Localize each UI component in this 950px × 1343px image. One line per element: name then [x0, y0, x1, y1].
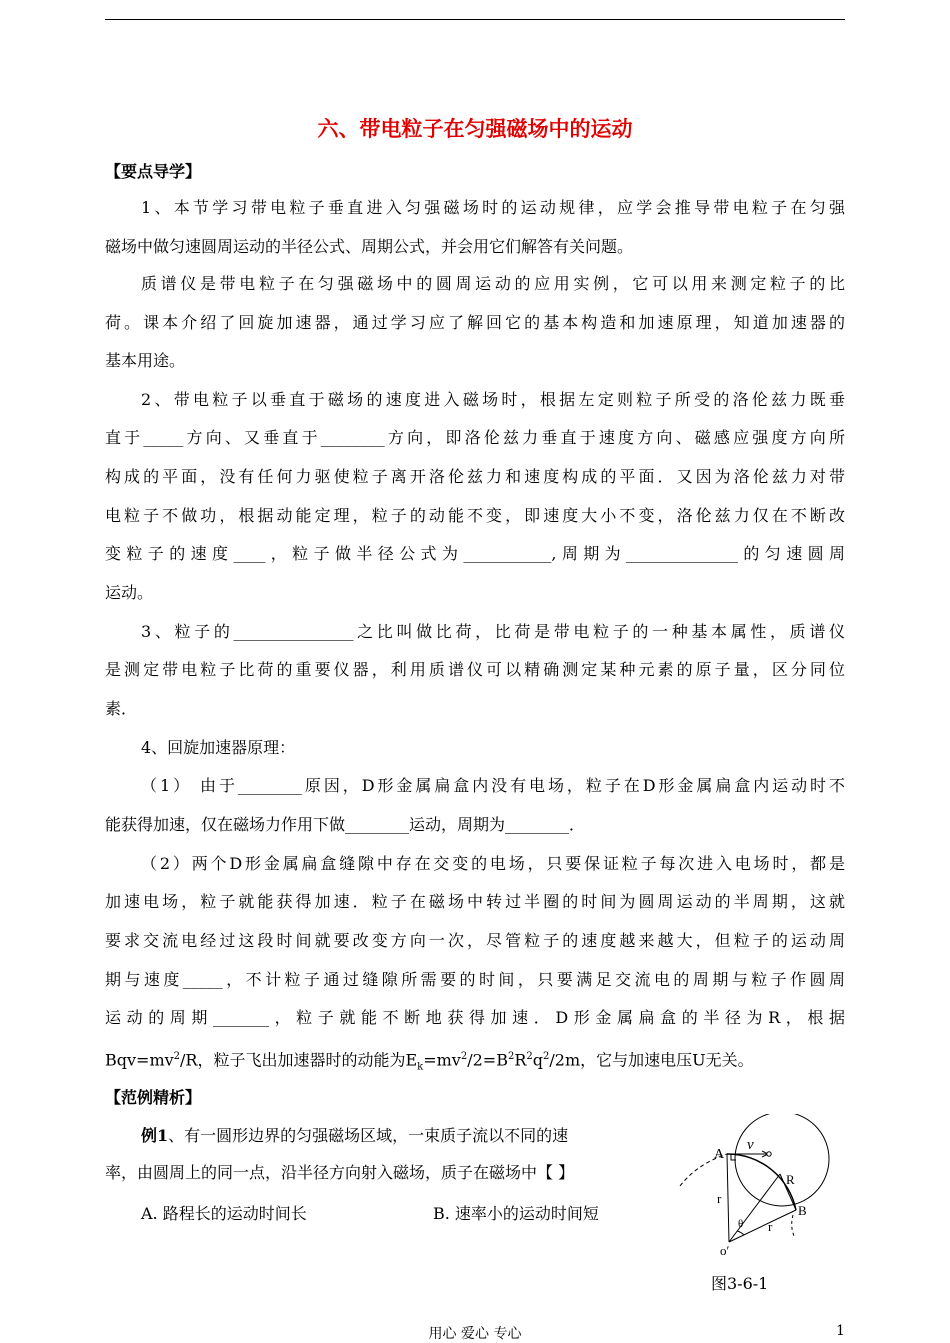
footer-text: 用心 爱心 专心 — [428, 1326, 522, 1342]
paragraph-line: （1） 由于________原因，D形金属扁盒内没有电场，粒子在D形金属扁盒内运动时不 — [141, 776, 845, 795]
paragraph-line: 运动。 — [105, 583, 154, 602]
example-question-line: 例1、有一圆形边界的匀强磁场区域，一束质子流以不同的速 — [141, 1126, 569, 1145]
label-A: A — [714, 1147, 725, 1162]
paragraph-line: 3、粒子的_______________之比叫做比荷，比荷是带电粒子的一种基本属性，质谱仪 — [141, 622, 845, 641]
paragraph-line: 构成的平面，没有任何力驱使粒子离开洛伦兹力和速度构成的平面．又因为洛伦兹力对带 — [105, 467, 845, 486]
figure-circle-diagram — [672, 1114, 842, 1259]
proton-dot — [767, 1152, 771, 1156]
paragraph-line: 质谱仪是带电粒子在匀强磁场中的圆周运动的应用实例，它可以用来测定粒子的比 — [141, 274, 845, 293]
label-R: R — [786, 1172, 795, 1187]
paragraph-line: 变粒子的速度____，粒子做半径公式为___________,周期为______________的匀速圆周 — [105, 544, 845, 563]
paragraph-line: 要求交流电经过这段时间就要改变方向一次，尽管粒子的速度越来越大，但粒子的运动周 — [105, 931, 845, 950]
paragraph-line: 磁场中做匀速圆周运动的半径公式、周期公式，并会用它们解答有关问题。 — [105, 237, 634, 256]
figure-caption: 图3-6-1 — [711, 1274, 769, 1293]
formula-line: $Bqv=mv^2/R$，粒子飞出加速器时的动能为$E_k=mv^2/2=B^2R^2q^2/2m$，它与加速电压U无关。 — [105, 1050, 754, 1073]
paragraph-line: 荷。课本介绍了回旋加速器，通过学习应了解回它的基本构造和加速原理，知道加速器的 — [105, 313, 845, 332]
label-O-prime: o′ — [720, 1243, 730, 1258]
paragraph-line: 2、带电粒子以垂直于磁场的速度进入磁场时，根据左定则粒子所受的洛伦兹力既垂 — [141, 390, 845, 409]
section-heading-key-points: 【要点导学】 — [105, 162, 202, 181]
paragraph-line: 素． — [105, 699, 138, 718]
paragraph-line: 1、本节学习带电粒子垂直进入匀强磁场时的运动规律，应学会推导带电粒子在匀强 — [141, 198, 845, 217]
theta-arc — [737, 1231, 744, 1235]
radius-line-R — [729, 1174, 780, 1242]
option-a: A. 路程长的运动时间长 — [141, 1204, 307, 1223]
paragraph-line: 4、回旋加速器原理： — [141, 738, 296, 757]
option-b: B. 速率小的运动时间短 — [433, 1204, 599, 1223]
field-circle — [735, 1114, 829, 1206]
paragraph-line: 运动的周期_______，粒子就能不断地获得加速．D形金属扁盒的半径为R，根据 — [105, 1008, 845, 1027]
paragraph-line: 能获得加速，仅在磁场力作用下做________运动，周期为________． — [105, 815, 586, 834]
paragraph-line: （2）两个D形金属扁盒缝隙中存在交变的电场，只要保证粒子每次进入电场时，都是 — [141, 854, 845, 873]
page-title: 六、带电粒子在匀强磁场中的运动 — [317, 117, 633, 141]
exit-path — [792, 1215, 794, 1236]
paragraph-line: 基本用途。 — [105, 351, 186, 370]
label-r-vertical: r — [717, 1191, 722, 1206]
example-question-line: 率，由圆周上的同一点，沿半径方向射入磁场，质子在磁场中【 】 — [105, 1163, 575, 1182]
section-heading-examples: 【范例精析】 — [105, 1088, 202, 1107]
paragraph-line: 加速电场，粒子就能获得加速．粒子在磁场中转过半圈的时间为圆周运动的半周期，这就 — [105, 892, 845, 911]
paragraph-line: 是测定带电粒子比荷的重要仪器，利用质谱仪可以精确测定某种元素的原子量，区分同位 — [105, 660, 845, 679]
label-v: v — [747, 1137, 754, 1153]
label-B: B — [798, 1203, 807, 1218]
label-theta: θ — [738, 1218, 744, 1230]
radius-line-r1 — [727, 1154, 729, 1242]
paragraph-line: 电粒子不做功，根据动能定理，粒子的动能不变，即速度大小不变，洛伦兹力仅在不断改 — [105, 506, 845, 525]
page-number: 1 — [836, 1323, 845, 1339]
label-r-diagonal: r — [768, 1219, 773, 1234]
paragraph-line: 直于_____方向、又垂直于________方向，即洛伦兹力垂直于速度方向、磁感应强度方向所 — [105, 428, 845, 447]
paragraph-line: 期与速度_____，不计粒子通过缝隙所需要的时间，只要满足交流电的周期与粒子作圆周 — [105, 970, 845, 989]
header-rule — [105, 19, 845, 20]
example-label: 例1 — [141, 1126, 169, 1145]
